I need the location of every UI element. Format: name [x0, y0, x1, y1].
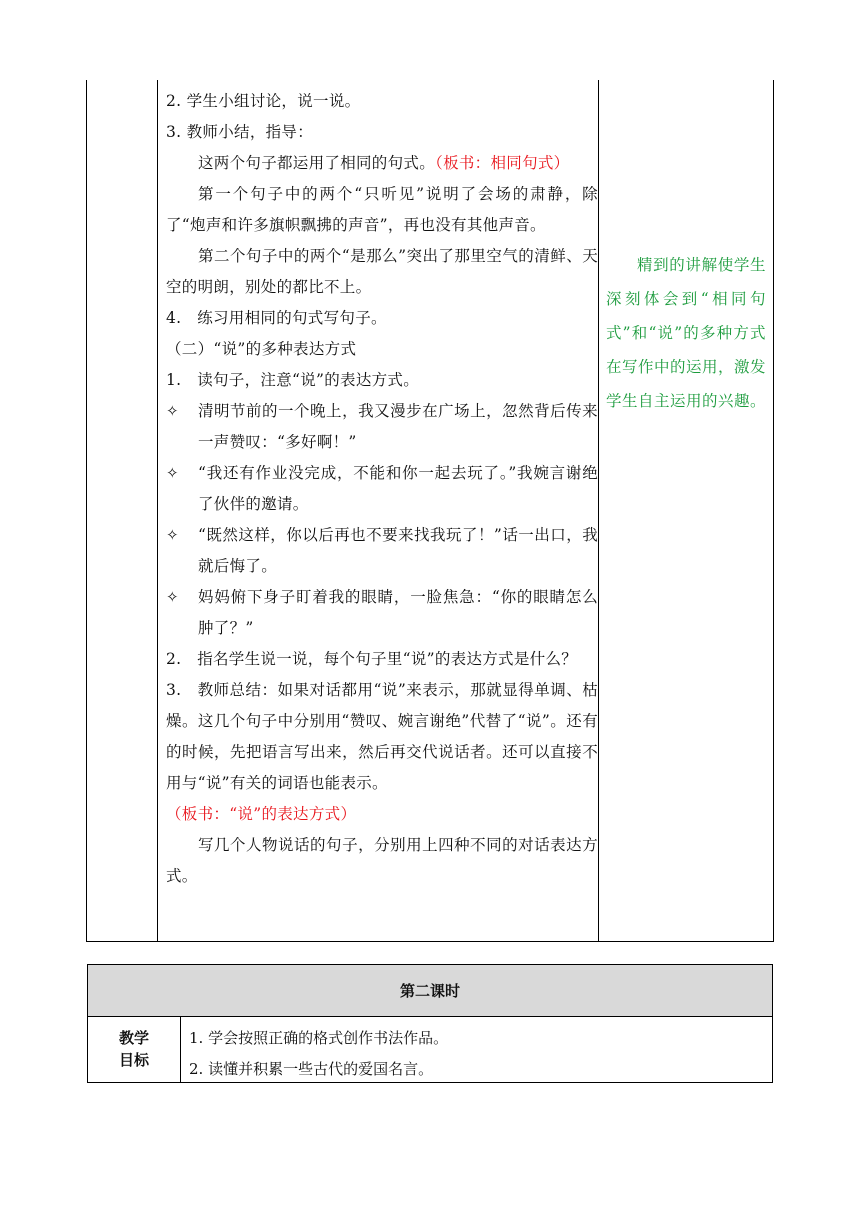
teaching-goals-label	[88, 1016, 181, 1082]
step-teacher-conclusion: 3. 教师总结：如果对话都用“说”来表示，那就显得单调、枯燥。这几个句子中分别用“赞叹、婉言谢绝”代替了“说”。还有的时候，先把语言写出来，然后再交代说话者。还可以直接不用与“说”有关的词语也能表示。	[166, 681, 598, 792]
example-sentence-text: “我还有作业没完成，不能和你一起去玩了。”我婉言谢绝了伙伴的邀请。	[198, 464, 598, 513]
table-border-left	[86, 80, 87, 942]
example-sentence	[166, 520, 598, 582]
table-divider-2	[598, 80, 599, 942]
second-lesson-header	[88, 965, 772, 1017]
example-sentence	[166, 396, 598, 458]
section-heading-say: （二）“说”的多种表达方式	[166, 340, 357, 358]
table-divider-1	[157, 80, 158, 942]
table-border-right	[773, 80, 774, 942]
first-sentence-analysis: 第一个句子中的两个“只听见”说明了会场的肃静，除了“炮声和许多旗帜飘拂的声音”，再也没有其他声音。	[166, 185, 598, 234]
example-sentence	[166, 582, 598, 644]
same-pattern-paragraph	[166, 148, 598, 179]
example-sentence-text: “既然这样，你以后再也不要来找我玩了！”话一出口，我就后悔了。	[198, 526, 598, 575]
example-sentence-text: 清明节前的一个晚上，我又漫步在广场上，忽然背后传来一声赞叹：“多好啊！”	[198, 402, 598, 451]
lesson-content	[166, 86, 598, 892]
sparkle-bullet-icon: ✧	[166, 588, 179, 606]
same-pattern-text: 这两个句子都运用了相同的句式。	[198, 154, 436, 172]
table-border-bottom	[86, 941, 774, 942]
goal-item: 2. 读懂并积累一些古代的爱国名言。	[189, 1060, 434, 1078]
second-lesson-title: 第二课时	[399, 982, 460, 1000]
step-practice: 4. 练习用相同的句式写句子。	[166, 309, 387, 327]
step-teacher-summary: 3. 教师小结，指导：	[166, 123, 314, 141]
writing-exercise: 写几个人物说话的句子，分别用上四种不同的对话表达方式。	[166, 836, 598, 885]
goal-item: 1. 学会按照正确的格式创作书法作品。	[189, 1029, 449, 1047]
design-note-text: 精到的讲解使学生深刻体会到“相同句式”和“说”的多种方式在写作中的运用，激发学生自主运用的兴趣。	[606, 256, 767, 410]
second-lesson-table	[87, 964, 773, 1083]
label-line-2: 目标	[118, 1051, 149, 1069]
sparkle-bullet-icon: ✧	[166, 526, 179, 544]
second-sentence-analysis: 第二个句子中的两个“是那么”突出了那里空气的清鲜、天空的明朗，别处的都比不上。	[166, 247, 598, 296]
example-sentence-text: 妈妈俯下身子盯着我的眼睛，一脸焦急：“你的眼睛怎么肿了？”	[198, 588, 598, 637]
teaching-goals-list	[189, 1023, 764, 1085]
step-group-discussion: 2. 学生小组讨论，说一说。	[166, 92, 361, 110]
board-note-same-pattern: （板书：相同句式）	[435, 154, 570, 172]
step-read-sentences: 1. 读句子，注意“说”的表达方式。	[166, 371, 420, 389]
design-note	[606, 248, 766, 418]
label-line-1: 教学	[118, 1029, 149, 1047]
sparkle-bullet-icon: ✧	[166, 464, 179, 482]
example-sentence	[166, 458, 598, 520]
sparkle-bullet-icon: ✧	[166, 402, 179, 420]
board-note-say: （板书：“说”的表达方式）	[166, 805, 357, 823]
step-name-students: 2. 指名学生说一说，每个句子里“说”的表达方式是什么？	[166, 650, 578, 668]
